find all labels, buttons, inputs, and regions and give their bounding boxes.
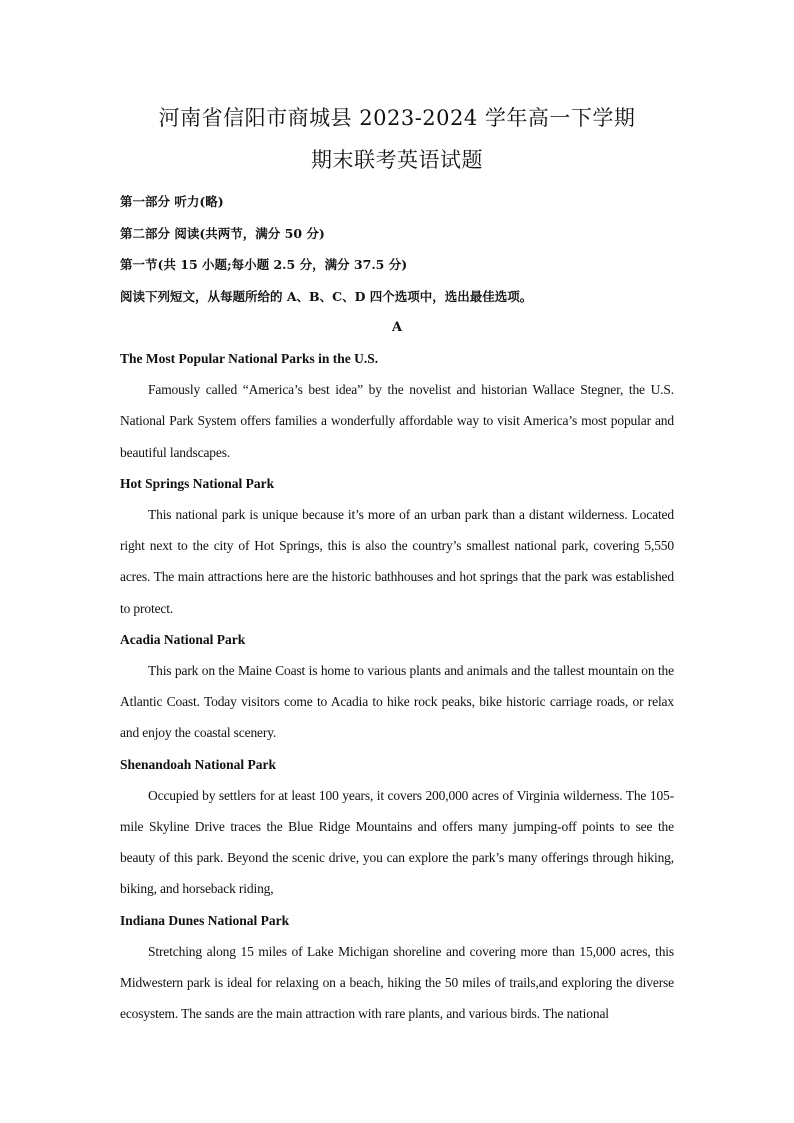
exam-title-line2: 期末联考英语试题 [311,148,483,172]
passage-letter: A [391,320,403,335]
park-heading-acadia: Acadia National Park [120,631,246,647]
part-one-listening: 第一部分 听力(略) [120,194,224,209]
park-text-acadia: This park on the Maine Coast is home to various plants and animals and the tallest mountain on the Atlantic Coast. Today visitors come to Acadia to hike rock peaks, bike historic carriage roads, or relax and enjoy the coastal scenery. [120,663,674,741]
park-text-hot-springs: This national park is unique because it’s more of an urban park than a distant wilderness. Located right next to the city of Hot Springs, this is also the country’s smallest national park, covering 5,550 acres. The main attractions here are the historic bathhouses and hot springs that the park was established to protect. [120,507,674,616]
park-heading-hot-springs: Hot Springs National Park [120,475,275,491]
park-text-shenandoah: Occupied by settlers for at least 100 years, it covers 200,000 acres of Virginia wilderness. The 105-mile Skyline Drive traces the Blue Ridge Mountains and offers many jumping-off points to see the beauty of this park. Beyond the scenic drive, you can explore the park’s many offerings through hiking, biking, and horseback riding, [120,787,674,897]
part-two-reading: 第二部分 阅读(共两节，满分 50 分) [120,225,325,241]
exam-title-line1: 河南省信阳市商城县 2023-2024 学年高一下学期 [158,106,636,130]
park-heading-indiana-dunes: Indiana Dunes National Park [120,912,290,928]
passage-title: The Most Popular National Parks in the U.S. [120,351,379,366]
document-page [120,100,674,1029]
reading-instructions: 阅读下列短文，从每题所给的 A、B、C、D 四个选项中，选出最佳选项。 [120,288,533,304]
park-heading-shenandoah: Shenandoah National Park [120,756,277,772]
section-one-info: 第一节(共 15 小题;每小题 2.5 分，满分 37.5 分) [120,257,408,272]
passage-intro: Famously called “America’s best idea” by the novelist and historian Wallace Stegner, the U.S. National Park System offers families a wonderfully affordable way to visit America’s most popular and beautiful landscapes. [120,382,674,460]
park-text-indiana-dunes: Stretching along 15 miles of Lake Michigan shoreline and covering more than 15,000 acres, this Midwestern park is ideal for relaxing on a beach, hiking the 50 miles of trails,and exploring the diverse ecosystem. The sands are the main attraction with rare plants, and various birds. The national [120,943,674,1022]
